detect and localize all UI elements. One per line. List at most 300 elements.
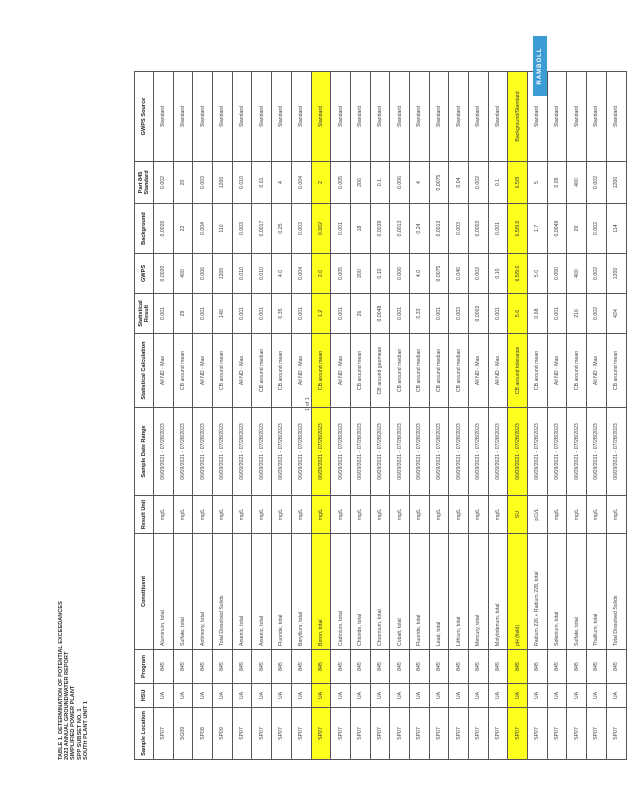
table-cell: Standard: [311, 72, 331, 162]
column-header: Sample Date Range: [135, 408, 154, 496]
table-cell: 845: [567, 650, 587, 684]
table-cell: Radium 226 + Radium 228, total: [528, 534, 548, 650]
table-cell: CB around mean: [213, 334, 233, 408]
table-row-exceedance: [508, 72, 528, 760]
table-cell: 1.7: [528, 204, 548, 254]
table-cell: All ND - Max: [193, 334, 213, 408]
table-cell: 0.006: [193, 254, 213, 294]
table-row: [547, 72, 567, 760]
table-cell: SP07: [331, 708, 351, 760]
table-cell: 845: [449, 650, 469, 684]
table-cell: SP07: [449, 708, 469, 760]
table-cell: SG09: [173, 708, 193, 760]
table-cell: 845: [173, 650, 193, 684]
table-cell: SP09: [213, 708, 233, 760]
table-cell: 0.040: [449, 254, 469, 294]
table-cell: 0.001: [547, 294, 567, 334]
table-cell: UA: [213, 684, 233, 708]
table-cell: 400: [173, 254, 193, 294]
table-cell: 0.0017: [252, 204, 272, 254]
table-cell: 06/09/2021 - 07/28/2023: [390, 408, 410, 496]
table-cell: 0.05: [547, 162, 567, 204]
table-cell: Standard: [213, 72, 233, 162]
table-cell: Sulfate, total: [567, 534, 587, 650]
table-cell: Standard: [528, 72, 548, 162]
table-cell: 0.004: [291, 254, 311, 294]
table-cell: 0.24: [409, 204, 429, 254]
table-cell: CB around tolerance: [508, 334, 528, 408]
column-header: GWPS: [135, 254, 154, 294]
table-cell: Total Dissolved Solids: [606, 534, 626, 650]
table-cell: 2: [311, 162, 331, 204]
table-cell: 845: [232, 650, 252, 684]
table-cell: UA: [429, 684, 449, 708]
table-cell: 0.003: [232, 204, 252, 254]
table-cell: 22: [173, 204, 193, 254]
table-cell: 140: [213, 294, 233, 334]
table-row: [488, 72, 508, 760]
table-cell: 845: [252, 650, 272, 684]
table-cell: 0.010: [232, 162, 252, 204]
table-cell: 114: [606, 204, 626, 254]
column-header: Sample Location: [135, 708, 154, 760]
table-cell: SP07: [409, 708, 429, 760]
table-cell: mg/L: [311, 496, 331, 534]
table-cell: UA: [390, 684, 410, 708]
table-cell: 0.001: [390, 294, 410, 334]
table-cell: Cobalt, total: [390, 534, 410, 650]
table-cell: CB around geomean: [370, 334, 390, 408]
table-cell: Molybdenum, total: [488, 534, 508, 650]
table-cell: 0.003: [193, 162, 213, 204]
table-cell: Standard: [272, 72, 292, 162]
header-line: SPP SUBSET NO. 1: [76, 708, 83, 760]
table-cell: SP07: [587, 708, 607, 760]
table-cell: 06/09/2021 - 07/28/2023: [508, 408, 528, 496]
table-cell: mg/L: [252, 496, 272, 534]
table-cell: Standard: [252, 72, 272, 162]
table-cell: UA: [488, 684, 508, 708]
table-cell: 06/09/2021 - 07/28/2023: [154, 408, 174, 496]
table-cell: 0.002: [469, 162, 489, 204]
table-cell: SP07: [567, 708, 587, 760]
table-row: [469, 72, 489, 760]
table-cell: 0.1: [488, 162, 508, 204]
table-cell: 06/09/2021 - 07/28/2023: [409, 408, 429, 496]
table-body: [154, 72, 627, 760]
table-cell: Sulfate, total: [173, 534, 193, 650]
table-cell: mg/L: [272, 496, 292, 534]
table-cell: SP07: [429, 708, 449, 760]
table-row: [213, 72, 233, 760]
table-cell: 845: [547, 650, 567, 684]
table-cell: mg/L: [409, 496, 429, 534]
table-cell: mg/L: [449, 496, 469, 534]
table-cell: 424: [606, 294, 626, 334]
table-row: [272, 72, 292, 760]
table-cell: mg/L: [232, 496, 252, 534]
table-cell: Thallium, total: [587, 534, 607, 650]
table-cell: SP07: [390, 708, 410, 760]
table-cell: UA: [252, 684, 272, 708]
column-header: Background: [135, 204, 154, 254]
table-cell: 0.04: [449, 162, 469, 204]
table-cell: 06/09/2021 - 07/28/2023: [193, 408, 213, 496]
table-cell: 5.6: [508, 294, 528, 334]
table-row: [173, 72, 193, 760]
table-cell: 845: [606, 650, 626, 684]
table-cell: 200: [350, 162, 370, 204]
table-cell: mg/L: [469, 496, 489, 534]
table-cell: Standard: [488, 72, 508, 162]
table-cell: Standard: [587, 72, 607, 162]
table-cell: 0.0002: [469, 294, 489, 334]
table-cell: UA: [154, 684, 174, 708]
table-row: [370, 72, 390, 760]
table-cell: 1200: [213, 254, 233, 294]
table-cell: 06/09/2021 - 07/28/2023: [291, 408, 311, 496]
table-row: [232, 72, 252, 760]
table-cell: 20: [173, 162, 193, 204]
table-cell: Background/Standard: [508, 72, 528, 162]
table-cell: 06/09/2021 - 07/28/2023: [350, 408, 370, 496]
table-cell: SP07: [350, 708, 370, 760]
table-cell: SP07: [154, 708, 174, 760]
table-cell: 6.5/9.0: [508, 204, 528, 254]
table-row: [350, 72, 370, 760]
table-cell: mg/L: [587, 496, 607, 534]
table-cell: Standard: [547, 72, 567, 162]
table-cell: All ND - Max: [232, 334, 252, 408]
table-cell: 0.001: [429, 294, 449, 334]
table-cell: 0.004: [291, 162, 311, 204]
table-cell: SP07: [469, 708, 489, 760]
table-cell: 0.010: [252, 254, 272, 294]
table-cell: 0.001: [488, 294, 508, 334]
table-cell: 1.2: [311, 294, 331, 334]
table-row: [193, 72, 213, 760]
table-cell: mg/L: [291, 496, 311, 534]
table-cell: 0.001: [331, 204, 351, 254]
table-cell: 0.10: [370, 254, 390, 294]
table-cell: Standard: [350, 72, 370, 162]
table-cell: pCi/L: [528, 496, 548, 534]
table-row: [331, 72, 351, 760]
column-header: Constituent: [135, 534, 154, 650]
table-cell: 0.001: [252, 294, 272, 334]
table-cell: 4: [409, 162, 429, 204]
table-cell: CB around median: [409, 334, 429, 408]
table-cell: UA: [508, 684, 528, 708]
table-cell: UA: [567, 684, 587, 708]
table-cell: 0.002: [587, 294, 607, 334]
table-cell: Standard: [232, 72, 252, 162]
table-cell: SP07: [291, 708, 311, 760]
table-cell: UA: [587, 684, 607, 708]
table-cell: Selenium, total: [547, 534, 567, 650]
table-cell: Chromium, total: [370, 534, 390, 650]
table-cell: 0.002: [587, 162, 607, 204]
table-cell: UA: [232, 684, 252, 708]
table-cell: CB around mean: [173, 334, 193, 408]
table-cell: 26: [350, 294, 370, 334]
table-cell: CB around mean: [350, 334, 370, 408]
table-cell: mg/L: [390, 496, 410, 534]
table-cell: CB around mean: [606, 334, 626, 408]
table-cell: 0.006: [390, 254, 410, 294]
table-cell: 0.001: [154, 294, 174, 334]
table-cell: 0.002: [469, 254, 489, 294]
table-cell: All ND - Max: [488, 334, 508, 408]
table-cell: 06/09/2021 - 07/28/2023: [429, 408, 449, 496]
table-cell: 845: [331, 650, 351, 684]
table-cell: 06/09/2021 - 07/28/2023: [528, 408, 548, 496]
table-cell: 6.5/9.0: [508, 254, 528, 294]
table-cell: 845: [193, 650, 213, 684]
table-cell: 06/09/2021 - 07/28/2023: [213, 408, 233, 496]
table-row: [154, 72, 174, 760]
table-cell: Lead, total: [429, 534, 449, 650]
exceedance-table: [134, 71, 627, 760]
table-cell: Fluoride, total: [409, 534, 429, 650]
table-cell: 06/09/2021 - 07/28/2023: [252, 408, 272, 496]
table-cell: 0.006: [390, 162, 410, 204]
logo-text: RAMBOLL: [537, 47, 543, 85]
table-cell: 4.0: [272, 254, 292, 294]
column-header: Statistical Result: [135, 294, 154, 334]
table-cell: Lithium, total: [449, 534, 469, 650]
table-cell: 0.0020: [154, 204, 174, 254]
table-cell: 0.005: [331, 162, 351, 204]
table-cell: 1200: [606, 254, 626, 294]
table-cell: Total Dissolved Solids: [213, 534, 233, 650]
table-cell: 400: [567, 162, 587, 204]
table-cell: UA: [528, 684, 548, 708]
table-cell: All ND - Max: [331, 334, 351, 408]
table-cell: Cadmium, total: [331, 534, 351, 650]
table-cell: 845: [508, 650, 528, 684]
table-cell: Standard: [449, 72, 469, 162]
table-cell: CB around mean: [272, 334, 292, 408]
table-cell: UA: [469, 684, 489, 708]
table-cell: mg/L: [331, 496, 351, 534]
table-cell: 6.5/9: [508, 162, 528, 204]
table-row: [449, 72, 469, 760]
table-cell: mg/L: [429, 496, 449, 534]
table-cell: 0.050: [547, 254, 567, 294]
table-cell: 1200: [213, 162, 233, 204]
table-cell: 0.0013: [390, 204, 410, 254]
table-cell: SP07: [311, 708, 331, 760]
table-cell: Standard: [567, 72, 587, 162]
table-cell: 0.01: [252, 162, 272, 204]
table-cell: mg/L: [350, 496, 370, 534]
table-cell: SP08: [193, 708, 213, 760]
table-cell: UA: [291, 684, 311, 708]
table-cell: 06/09/2021 - 07/28/2023: [272, 408, 292, 496]
table-cell: 845: [213, 650, 233, 684]
table-cell: CB around median: [429, 334, 449, 408]
table-cell: SP07: [488, 708, 508, 760]
table-cell: 0.003: [449, 294, 469, 334]
table-row: [429, 72, 449, 760]
table-row: [252, 72, 272, 760]
table-cell: SP07: [508, 708, 528, 760]
table-cell: pH (field): [508, 534, 528, 650]
table-cell: mg/L: [547, 496, 567, 534]
table-cell: 06/09/2021 - 07/28/2023: [311, 408, 331, 496]
table-cell: All ND - Max: [587, 334, 607, 408]
table-cell: 0.1: [370, 162, 390, 204]
column-header: Statistical Calculation: [135, 334, 154, 408]
table-cell: 29: [173, 294, 193, 334]
table-cell: CB around mean: [567, 334, 587, 408]
table-cell: 29: [567, 204, 587, 254]
table-cell: 845: [587, 650, 607, 684]
table-cell: UA: [350, 684, 370, 708]
table-cell: mg/L: [213, 496, 233, 534]
table-cell: Standard: [370, 72, 390, 162]
table-cell: UA: [173, 684, 193, 708]
table-cell: 845: [272, 650, 292, 684]
table-cell: 845: [409, 650, 429, 684]
table-cell: Standard: [173, 72, 193, 162]
table-cell: 5.0: [528, 254, 548, 294]
page-number: 1 of 1: [305, 397, 311, 411]
table-cell: 0.001: [331, 294, 351, 334]
table-cell: 0.10: [488, 254, 508, 294]
table-cell: Beryllium, total: [291, 534, 311, 650]
table-cell: 845: [429, 650, 449, 684]
table-cell: 4.0: [409, 254, 429, 294]
table-cell: 06/09/2021 - 07/28/2023: [232, 408, 252, 496]
table-cell: Standard: [193, 72, 213, 162]
table-cell: 0.004: [193, 204, 213, 254]
table-cell: Standard: [154, 72, 174, 162]
table-cell: SP07: [547, 708, 567, 760]
table-cell: 2.0: [311, 254, 331, 294]
column-header: GWPS Source: [135, 72, 154, 162]
table-cell: SU: [508, 496, 528, 534]
table-cell: 845: [528, 650, 548, 684]
table-cell: 400: [567, 254, 587, 294]
table-cell: 845: [488, 650, 508, 684]
table-cell: 845: [370, 650, 390, 684]
table-cell: All ND - Max: [469, 334, 489, 408]
table-cell: mg/L: [173, 496, 193, 534]
table-cell: UA: [409, 684, 429, 708]
table-cell: 0.0020: [154, 254, 174, 294]
table-cell: UA: [331, 684, 351, 708]
table-row: [587, 72, 607, 760]
table-cell: 0.35: [272, 294, 292, 334]
table-cell: UA: [547, 684, 567, 708]
table-cell: SP07: [370, 708, 390, 760]
table-cell: mg/L: [154, 496, 174, 534]
table-cell: 0.003: [449, 204, 469, 254]
table-cell: mg/L: [488, 496, 508, 534]
table-cell: All ND - Max: [291, 334, 311, 408]
table-cell: All ND - Max: [154, 334, 174, 408]
table-cell: 06/09/2021 - 07/28/2023: [587, 408, 607, 496]
table-row: [606, 72, 626, 760]
table-cell: Fluoride, total: [272, 534, 292, 650]
table-cell: 4: [272, 162, 292, 204]
table-cell: 06/09/2021 - 07/28/2023: [469, 408, 489, 496]
table-cell: 06/09/2021 - 07/28/2023: [567, 408, 587, 496]
table-cell: SP07: [272, 708, 292, 760]
table-cell: SP07: [232, 708, 252, 760]
table-cell: CB around mean: [311, 334, 331, 408]
table-cell: Standard: [469, 72, 489, 162]
table-cell: 1200: [606, 162, 626, 204]
table-header-row: [135, 72, 154, 760]
table-cell: 0.002: [587, 254, 607, 294]
table-cell: 0.0013: [429, 204, 449, 254]
table-cell: 845: [154, 650, 174, 684]
table-cell: 216: [567, 294, 587, 334]
table-cell: UA: [449, 684, 469, 708]
table-row: [409, 72, 429, 760]
table-cell: UA: [193, 684, 213, 708]
header-line: TABLE 1. DETERMINATION OF POTENTIAL EXCEEDANCES: [58, 601, 64, 760]
table-cell: Standard: [331, 72, 351, 162]
table-cell: UA: [311, 684, 331, 708]
table-cell: 0.0002: [469, 204, 489, 254]
table-cell: 0.003: [291, 204, 311, 254]
table-cell: 06/09/2021 - 07/28/2023: [488, 408, 508, 496]
table-cell: Aluminum, total: [154, 534, 174, 650]
table-cell: CB around median: [449, 334, 469, 408]
column-header: Part 845 Standard: [135, 162, 154, 204]
table-cell: 06/09/2021 - 07/28/2023: [547, 408, 567, 496]
table-row-exceedance: [311, 72, 331, 760]
table-cell: 0.0048: [370, 294, 390, 334]
table-cell: 06/09/2021 - 07/28/2023: [449, 408, 469, 496]
table-cell: 0.0075: [429, 254, 449, 294]
table-cell: 200: [350, 254, 370, 294]
header-line: 2023 ANNUAL GROUNDWATER REPORT: [64, 651, 71, 760]
table-cell: mg/L: [567, 496, 587, 534]
table-cell: Boron, total: [311, 534, 331, 650]
table-cell: 0.002: [587, 204, 607, 254]
table-cell: 0.68: [528, 294, 548, 334]
table-cell: All ND - Max: [547, 334, 567, 408]
table-cell: 06/09/2021 - 07/28/2023: [606, 408, 626, 496]
table-cell: 0.25: [272, 204, 292, 254]
table-cell: Arsenic, total: [232, 534, 252, 650]
table-cell: SP07: [252, 708, 272, 760]
table-cell: UA: [370, 684, 390, 708]
table-cell: 0.005: [331, 254, 351, 294]
table-cell: Standard: [291, 72, 311, 162]
table-cell: CB around mean: [528, 334, 548, 408]
table-cell: CB around median: [252, 334, 272, 408]
table-cell: Arsenic, total: [252, 534, 272, 650]
table-row: [567, 72, 587, 760]
table-cell: 06/09/2021 - 07/28/2023: [173, 408, 193, 496]
table-cell: 845: [469, 650, 489, 684]
table-cell: Standard: [429, 72, 449, 162]
table-cell: 0.001: [488, 204, 508, 254]
table-cell: 06/09/2021 - 07/28/2023: [331, 408, 351, 496]
table-cell: Chloride, total: [350, 534, 370, 650]
table-cell: 845: [311, 650, 331, 684]
table-cell: Standard: [390, 72, 410, 162]
table-cell: 845: [390, 650, 410, 684]
table-cell: 5: [528, 162, 548, 204]
table-cell: mg/L: [606, 496, 626, 534]
